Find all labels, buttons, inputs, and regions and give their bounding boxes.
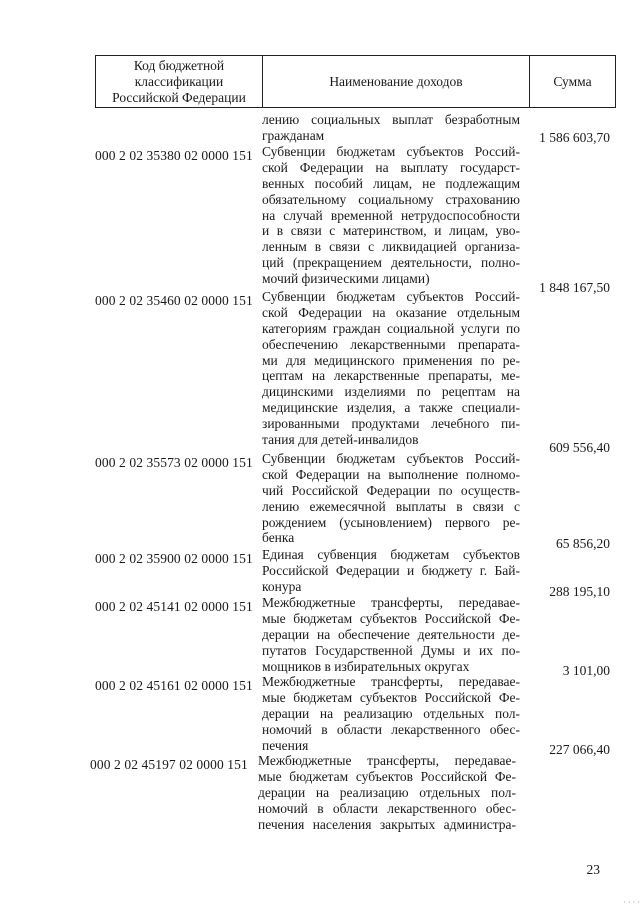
row-desc-line: Российской Федерации и бюджету г. Бай- <box>262 562 520 578</box>
row-desc-line: дерации на реализацию отдельных пол- <box>258 784 516 800</box>
row-desc-line: обеспечению лекарственными препарата- <box>262 336 520 352</box>
row-desc-line: и в связи с материнством, и лицам, уво- <box>262 223 520 239</box>
row-code: 000 2 02 35460 02 0000 151 <box>95 293 253 308</box>
row-amount: 609 556,40 <box>549 440 610 455</box>
row-desc-line: мые бюджетам субъектов Российской Фе- <box>258 768 516 784</box>
row-desc-line: обязательному социальному страхованию <box>262 191 520 207</box>
row-desc-line: мочий физическими лицами) <box>262 271 430 287</box>
row-desc-line: зированными продуктами лечебного пи- <box>262 416 520 432</box>
continuation-line-1: лению социальных выплат безработным <box>262 112 520 127</box>
row-code: 000 2 02 35573 02 0000 151 <box>95 455 253 470</box>
row-desc-line: ми для медицинского применения по ре- <box>262 352 520 368</box>
row-description <box>262 674 520 753</box>
row-desc-line: Межбюджетные трансферты, передавае- <box>258 753 516 768</box>
scan-edge-mark: · · · · <box>623 898 640 907</box>
header-name-cell <box>263 56 530 107</box>
row-desc-line: бенка <box>262 530 295 546</box>
row-amount: 288 195,10 <box>549 584 610 599</box>
header-code-line-1: Код бюджетной <box>133 57 225 73</box>
header-sum-label: Сумма <box>553 73 592 89</box>
row-desc-line: печения населения закрытых администра- <box>258 816 516 832</box>
row-code: 000 2 02 35900 02 0000 151 <box>95 551 253 566</box>
table-header <box>95 55 616 108</box>
row-code: 000 2 02 45197 02 0000 151 <box>90 757 248 772</box>
row-desc-line: ций (прекращением деятельности, полно- <box>262 255 520 271</box>
row-desc-line: ской Федерации на выплату государст- <box>262 159 520 175</box>
row-code: 000 2 02 45141 02 0000 151 <box>95 599 253 614</box>
row-amount: 1 848 167,50 <box>539 280 610 295</box>
row-desc-line: мощников в избирательных округах <box>262 658 470 674</box>
row-desc-line: Единая субвенция бюджетам субъектов <box>262 547 520 562</box>
row-desc-line: категориям граждан социальной услуги по <box>262 320 520 336</box>
header-code-cell <box>96 56 263 107</box>
row-description <box>262 144 520 287</box>
row-desc-line: конура <box>262 578 302 594</box>
row-desc-line: цептам на лекарственные препараты, ме- <box>262 368 520 384</box>
row-amount: 65 856,20 <box>556 536 610 551</box>
row-amount: 3 101,00 <box>562 663 610 678</box>
row-desc-line: ской Федерации на оказание отдельным <box>262 304 520 320</box>
row-desc-line: ленным в связи с ликвидацией организа- <box>262 239 520 255</box>
row-desc-line: печения <box>262 737 309 753</box>
row-desc-line: мые бюджетам субъектов Российской Фе- <box>262 610 520 626</box>
row-description <box>262 595 520 674</box>
row-amount: 227 066,40 <box>549 742 610 757</box>
row-desc-line: Межбюджетные трансферты, передавае- <box>262 674 520 689</box>
row-code: 000 2 02 35380 02 0000 151 <box>95 148 253 163</box>
row-desc-line: Субвенции бюджетам субъектов Россий- <box>262 289 520 304</box>
row-desc-line: мые бюджетам субъектов Российской Фе- <box>262 689 520 705</box>
row-desc-line: номочий в области лекарственного обес- <box>262 721 520 737</box>
row-desc-line: Межбюджетные трансферты, передавае- <box>262 595 520 610</box>
row-desc-line: на случай временной нетрудоспособности <box>262 207 520 223</box>
row-desc-line: номочий в области лекарственного обес- <box>258 800 516 816</box>
header-sum-cell <box>530 56 615 107</box>
row-desc-line: рождением (усыновлением) первого ре- <box>262 514 520 530</box>
row-desc-line: дицинскими изделиями по рецептам на <box>262 384 520 400</box>
continuation-amount: 1 586 603,70 <box>539 130 610 145</box>
row-desc-line: ской Федерации на выполнение полномо- <box>262 466 520 482</box>
header-name-label: Наименование доходов <box>329 73 463 89</box>
row-desc-line: Субвенции бюджетам субъектов Россий- <box>262 451 520 466</box>
row-code: 000 2 02 45161 02 0000 151 <box>95 678 253 693</box>
header-code-line-2: классификации <box>134 73 224 89</box>
header-code-line-3: Российской Федерации <box>112 89 246 105</box>
row-desc-line: тания для детей-инвалидов <box>262 432 419 448</box>
row-description <box>258 753 516 832</box>
row-description <box>262 547 520 595</box>
row-desc-line: дерации на обеспечение деятельности де- <box>262 626 520 642</box>
row-description <box>262 289 520 448</box>
row-desc-line: чий Российской Федерации по осуществ- <box>262 482 520 498</box>
row-desc-line: Субвенции бюджетам субъектов Россий- <box>262 144 520 159</box>
continuation-line-2: гражданам <box>262 127 325 143</box>
row-description <box>262 451 520 546</box>
continuation-text <box>262 112 520 144</box>
row-desc-line: венных пособий лицам, не подлежащим <box>262 175 520 191</box>
row-desc-line: медицинские изделия, а также специали- <box>262 400 520 416</box>
row-desc-line: путатов Государственной Думы и их по- <box>262 642 520 658</box>
row-desc-line: лению ежемесячной выплаты в связи с <box>262 498 520 514</box>
row-desc-line: дерации на реализацию отдельных пол- <box>262 705 520 721</box>
page-number: 23 <box>586 862 600 877</box>
